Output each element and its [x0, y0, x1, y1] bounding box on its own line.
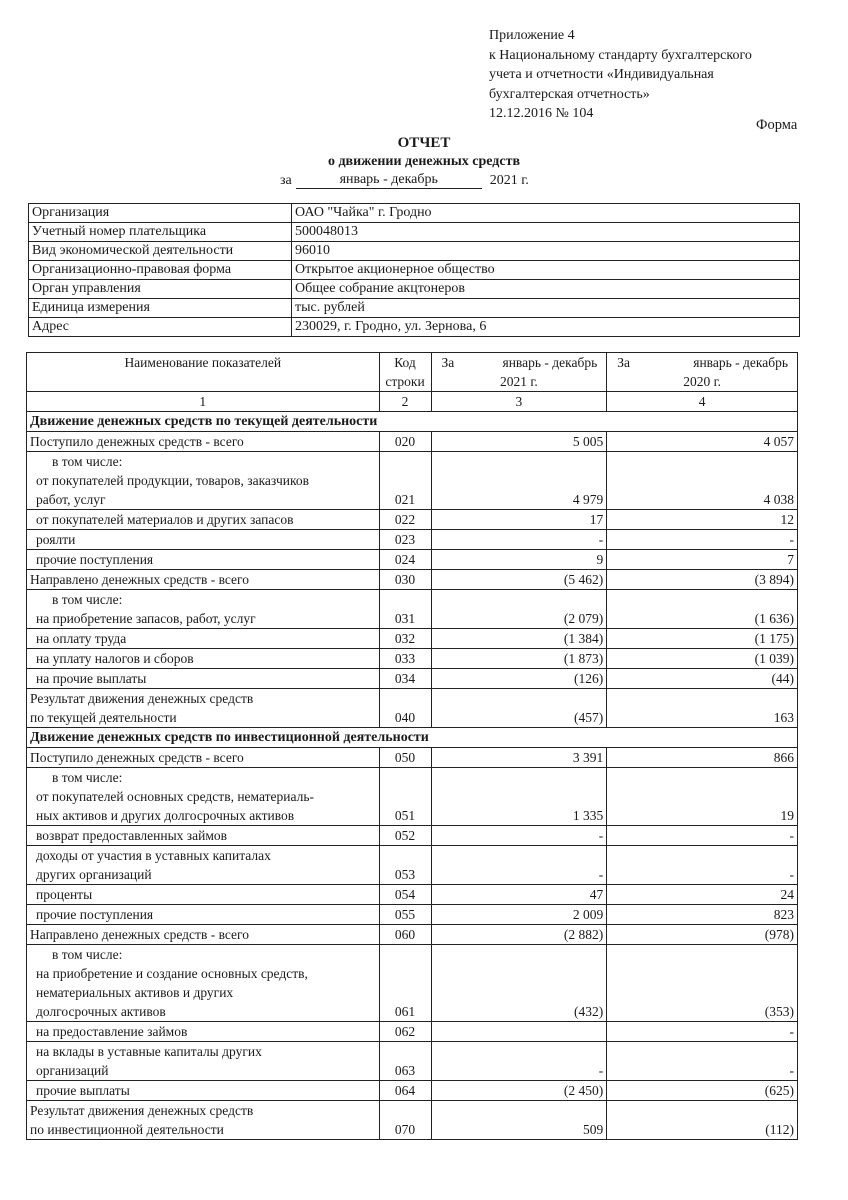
value-2021: 4 979 — [431, 452, 607, 510]
value-2020: (3 894) — [607, 570, 798, 590]
table-row — [27, 748, 798, 768]
indicator-name-line: организаций — [36, 1063, 109, 1078]
value-2021: 5 005 — [431, 432, 607, 452]
line-code: 051 — [379, 768, 431, 826]
indicator-name-line: ных активов и других долгосрочных активов — [36, 808, 295, 823]
value-2021: (1 873) — [431, 649, 607, 669]
value-2021: (457) — [431, 689, 607, 728]
line-code: 021 — [379, 452, 431, 510]
header-year: 2021 г. — [499, 374, 538, 389]
indicator-name-line: Поступило денежных средств - всего — [30, 750, 244, 765]
line-code: 053 — [379, 846, 431, 885]
line-code: 060 — [379, 925, 431, 945]
header-code-line1: Код — [394, 355, 416, 370]
line-code: 050 — [379, 748, 431, 768]
indicator-name — [27, 768, 380, 826]
table-row — [27, 689, 798, 728]
value-2020: 163 — [607, 689, 798, 728]
indicator-name-line: прочие выплаты — [36, 1083, 130, 1098]
column-number: 2 — [379, 392, 431, 412]
line-code: 054 — [379, 885, 431, 905]
value-2021: (2 882) — [431, 925, 607, 945]
value-2021: (126) — [431, 669, 607, 689]
line-code: 061 — [379, 945, 431, 1022]
info-row — [29, 242, 800, 261]
indicator-name-line: от покупателей основных средств, нематериаль- — [36, 789, 314, 804]
indicator-name-line: проценты — [36, 887, 93, 902]
info-label: Адрес — [29, 318, 292, 337]
line-code: 062 — [379, 1022, 431, 1042]
info-value: 230029, г. Гродно, ул. Зернова, 6 — [292, 318, 800, 337]
table-row — [27, 885, 798, 905]
indicator-name-line: Поступило денежных средств - всего — [30, 434, 244, 449]
value-2021: (2 079) — [431, 590, 607, 629]
table-row — [27, 452, 798, 510]
header-year: 2020 г. — [683, 374, 721, 389]
header-months: январь - декабрь — [693, 355, 788, 370]
indicator-name — [27, 432, 380, 452]
indicator-name-line: других организаций — [36, 867, 152, 882]
indicator-name-line: долгосрочных активов — [36, 1004, 166, 1019]
line-code: 063 — [379, 1042, 431, 1081]
indicator-name — [27, 669, 380, 689]
indicator-name-line: доходы от участия в уставных капиталах — [36, 848, 271, 863]
value-2020: (978) — [607, 925, 798, 945]
column-number: 3 — [431, 392, 607, 412]
line-code: 030 — [379, 570, 431, 590]
value-2020: (625) — [607, 1081, 798, 1101]
header-period-2021 — [431, 353, 607, 392]
indicator-name-line: нематериальных активов и других — [36, 985, 234, 1000]
header-period-2020 — [607, 353, 798, 392]
line-code: 052 — [379, 826, 431, 846]
indicator-name — [27, 1022, 380, 1042]
line-code: 064 — [379, 1081, 431, 1101]
indicator-name-line: Результат движения денежных средств — [30, 1103, 254, 1118]
header-za: За — [617, 355, 631, 370]
indicator-name-line: по текущей деятельности — [30, 710, 177, 725]
indicator-name-line: на приобретение и создание основных средств, — [36, 966, 308, 981]
header-line-code — [379, 353, 431, 392]
header-code-line2: строки — [385, 374, 425, 389]
indicator-name-line: на оплату труда — [36, 631, 127, 646]
info-value: Открытое акционерное общество — [292, 261, 800, 280]
column-number: 4 — [607, 392, 798, 412]
section-title: Движение денежных средств по инвестиционной деятельности — [27, 728, 798, 748]
value-2021: 2 009 — [431, 905, 607, 925]
indicator-name-line: прочие поступления — [36, 552, 154, 567]
info-row — [29, 280, 800, 299]
value-2020: 7 — [607, 550, 798, 570]
value-2021: - — [431, 826, 607, 846]
indicator-name — [27, 885, 380, 905]
table-row — [27, 826, 798, 846]
info-value: 96010 — [292, 242, 800, 261]
line-code: 070 — [379, 1101, 431, 1140]
section-header-row — [27, 728, 798, 748]
info-value: ОАО "Чайка" г. Гродно — [292, 204, 800, 223]
indicator-name — [27, 748, 380, 768]
value-2020: - — [607, 1042, 798, 1081]
info-row — [29, 261, 800, 280]
info-label: Организационно-правовая форма — [29, 261, 292, 280]
value-2020: - — [607, 826, 798, 846]
indicator-name — [27, 846, 380, 885]
value-2021: (432) — [431, 945, 607, 1022]
including-label: в том числе: — [52, 592, 123, 607]
table-row — [27, 649, 798, 669]
indicator-name — [27, 1042, 380, 1081]
info-value: тыс. рублей — [292, 299, 800, 318]
info-label: Орган управления — [29, 280, 292, 299]
table-row — [27, 1042, 798, 1081]
appendix-line: к Национальному стандарту бухгалтерского — [489, 47, 752, 63]
indicator-name — [27, 945, 380, 1022]
value-2020: - — [607, 530, 798, 550]
indicator-name — [27, 826, 380, 846]
line-code: 033 — [379, 649, 431, 669]
line-code: 024 — [379, 550, 431, 570]
value-2020: 866 — [607, 748, 798, 768]
appendix-line: 12.12.2016 № 104 — [489, 106, 594, 121]
column-number: 1 — [27, 392, 380, 412]
indicator-name — [27, 1101, 380, 1140]
info-label: Вид экономической деятельности — [29, 242, 292, 261]
indicator-name — [27, 530, 380, 550]
table-row — [27, 945, 798, 1022]
indicator-name — [27, 689, 380, 728]
indicator-name-line: прочие поступления — [36, 907, 154, 922]
value-2021: 47 — [431, 885, 607, 905]
indicator-name — [27, 452, 380, 510]
indicator-name-line: Результат движения денежных средств — [30, 691, 254, 706]
indicator-name-line: Направлено денежных средств - всего — [30, 927, 249, 942]
value-2020: (112) — [607, 1101, 798, 1140]
info-label: Организация — [29, 204, 292, 223]
appendix-line: бухгалтерская отчетность» — [489, 86, 650, 102]
table-row — [27, 1101, 798, 1140]
form-label: Форма — [756, 117, 798, 133]
line-code: 034 — [379, 669, 431, 689]
line-code: 023 — [379, 530, 431, 550]
indicator-name — [27, 590, 380, 629]
value-2021: - — [431, 846, 607, 885]
table-row — [27, 432, 798, 452]
value-2020: 823 — [607, 905, 798, 925]
value-2021 — [431, 1022, 607, 1042]
report-subtitle: о движении денежных средств — [327, 154, 521, 169]
value-2021: - — [431, 1042, 607, 1081]
info-label: Учетный номер плательщика — [29, 223, 292, 242]
report-period — [280, 171, 529, 189]
value-2021: (1 384) — [431, 629, 607, 649]
value-2020: (1 636) — [607, 590, 798, 629]
indicator-name-line: на уплату налогов и сборов — [36, 651, 194, 666]
indicator-name — [27, 1081, 380, 1101]
line-code: 022 — [379, 510, 431, 530]
indicator-name — [27, 570, 380, 590]
period-range: январь - декабрь — [296, 171, 482, 189]
line-code: 040 — [379, 689, 431, 728]
period-prefix: за — [280, 173, 292, 188]
table-row — [27, 925, 798, 945]
appendix-line: учета и отчетности «Индивидуальная — [489, 67, 714, 82]
indicator-name — [27, 550, 380, 570]
value-2020: 4 057 — [607, 432, 798, 452]
indicator-name — [27, 649, 380, 669]
value-2020: 24 — [607, 885, 798, 905]
info-value: 500048013 — [292, 223, 800, 242]
line-code: 031 — [379, 590, 431, 629]
indicator-name — [27, 905, 380, 925]
value-2020: (353) — [607, 945, 798, 1022]
value-2021: - — [431, 530, 607, 550]
column-number-row — [27, 392, 798, 412]
table-header-row — [27, 353, 798, 392]
section-title: Движение денежных средств по текущей деятельности — [27, 412, 798, 432]
info-row — [29, 318, 800, 337]
organization-info-table — [28, 203, 800, 337]
table-row — [27, 905, 798, 925]
appendix-reference — [489, 26, 752, 124]
section-header-row — [27, 412, 798, 432]
value-2020: 12 — [607, 510, 798, 530]
value-2020: 19 — [607, 768, 798, 826]
value-2020: - — [607, 846, 798, 885]
value-2020: (44) — [607, 669, 798, 689]
info-row — [29, 204, 800, 223]
indicator-name-line: на вклады в уставные капиталы других — [36, 1044, 262, 1059]
header-za: За — [441, 355, 455, 370]
table-row — [27, 1081, 798, 1101]
value-2020: 4 038 — [607, 452, 798, 510]
value-2021: 9 — [431, 550, 607, 570]
table-row — [27, 1022, 798, 1042]
period-year: 2021 г. — [489, 173, 529, 188]
value-2021: 17 — [431, 510, 607, 530]
table-row — [27, 530, 798, 550]
indicator-name-line: возврат предоставленных займов — [36, 828, 227, 843]
indicator-name-line: роялти — [36, 532, 76, 547]
table-row — [27, 570, 798, 590]
indicator-name-line: работ, услуг — [36, 492, 106, 507]
including-label: в том числе: — [52, 770, 123, 785]
appendix-line: Приложение 4 — [489, 28, 575, 43]
info-row — [29, 299, 800, 318]
table-row — [27, 510, 798, 530]
indicator-name — [27, 629, 380, 649]
header-months: январь - декабрь — [502, 355, 598, 370]
value-2021: 509 — [431, 1101, 607, 1140]
info-row — [29, 223, 800, 242]
table-row — [27, 629, 798, 649]
value-2021: 3 391 — [431, 748, 607, 768]
indicator-name-line: Направлено денежных средств - всего — [30, 572, 249, 587]
value-2021: 1 335 — [431, 768, 607, 826]
indicator-name-line: от покупателей продукции, товаров, заказчиков — [36, 473, 309, 488]
value-2021: (5 462) — [431, 570, 607, 590]
indicator-name-line: по инвестиционной деятельности — [30, 1122, 224, 1137]
report-title: ОТЧЕТ — [397, 135, 451, 151]
line-code: 020 — [379, 432, 431, 452]
table-row — [27, 846, 798, 885]
indicator-name — [27, 925, 380, 945]
info-value: Общее собрание акцтонеров — [292, 280, 800, 299]
indicator-name-line: на приобретение запасов, работ, услуг — [36, 611, 256, 626]
table-row — [27, 550, 798, 570]
line-code: 032 — [379, 629, 431, 649]
cash-flow-table — [26, 352, 798, 1140]
indicator-name — [27, 510, 380, 530]
including-label: в том числе: — [52, 947, 123, 962]
indicator-name-line: на предоставление займов — [36, 1024, 188, 1039]
header-indicator-name: Наименование показателей — [27, 353, 380, 392]
value-2020: - — [607, 1022, 798, 1042]
line-code: 055 — [379, 905, 431, 925]
table-row — [27, 768, 798, 826]
including-label: в том числе: — [52, 454, 123, 469]
value-2021: (2 450) — [431, 1081, 607, 1101]
indicator-name-line: от покупателей материалов и других запасов — [36, 512, 294, 527]
value-2020: (1 039) — [607, 649, 798, 669]
indicator-name-line: на прочие выплаты — [36, 671, 147, 686]
table-row — [27, 590, 798, 629]
value-2020: (1 175) — [607, 629, 798, 649]
info-label: Единица измерения — [29, 299, 292, 318]
table-row — [27, 669, 798, 689]
